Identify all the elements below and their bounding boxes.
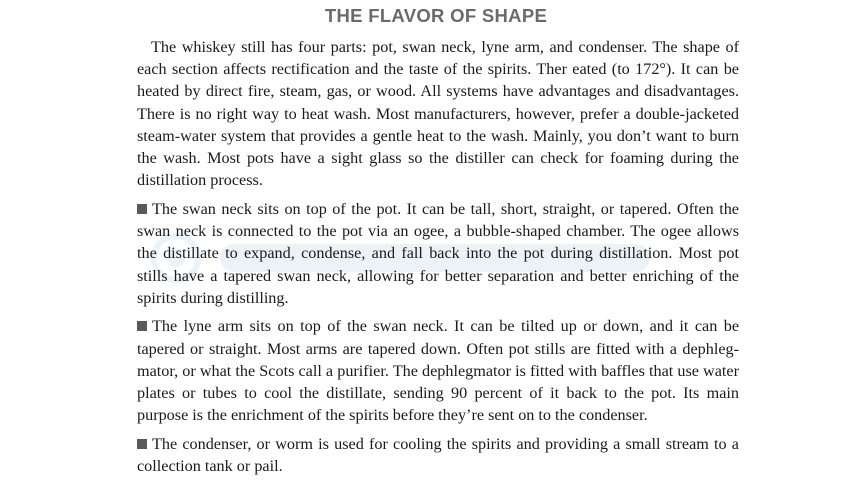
paragraph-swan-neck [137,198,739,309]
paragraph-intro [137,36,739,191]
page-title: THE FLAVOR OF SHAPE [324,5,548,26]
paragraph-lyne-arm [137,315,739,426]
square-bullet-icon [137,321,147,331]
paragraph-swan-neck-text: The swan neck sits on top of the pot. It can be tall, short, straight, or tapered. Often the swan neck is connected to the pot via an ogee, a bubble-shaped chamber. The ogee allows the distillate to expand, condense, and fall back into the pot during distillation. Most pot stills have a tapered swan neck, allowing for better separation and better enriching of the spirits during distilling. [137,199,739,307]
paragraph-condenser-text: The condenser, or worm is used for cooling the spirits and providing a small stream to a collection tank or pail. [137,434,739,476]
paragraph-lyne-arm-text: The lyne arm sits on top of the swan neck. It can be tilted up or down, and it can be tapered or straight. Most arms are tapered down. Often pot stills are fitted with a dephlegmator, or what the Scots call a purifier. The dephlegmator is fitted with baffles that use water plates or tubes to cool the distillate, sending 90 percent of it back to the pot. Its main purpose is the enrichment of the spirits before they’re sent on to the condenser. [137,317,739,425]
square-bullet-icon [137,204,147,214]
square-bullet-icon [137,439,147,449]
paragraph-intro-text: The whiskey still has four parts: pot, swan neck, lyne arm, and condenser. The shape of each section affects rectification and the taste of the spirits. Ther eated (to 172°). It can be heated by direct fire, steam, gas, or wood. All systems have advantages and disadvantages. There is no right way to heat wash. Most manufacturers, however, prefer a double-jacketed steam-water system that provides a gentle heat to the wash. Mainly, you don’t want to burn the wash. Most pots have a sight glass so the distiller can check for foaming during the distillation process. [137,38,739,190]
paragraph-condenser [137,433,739,477]
article-body [137,36,739,477]
